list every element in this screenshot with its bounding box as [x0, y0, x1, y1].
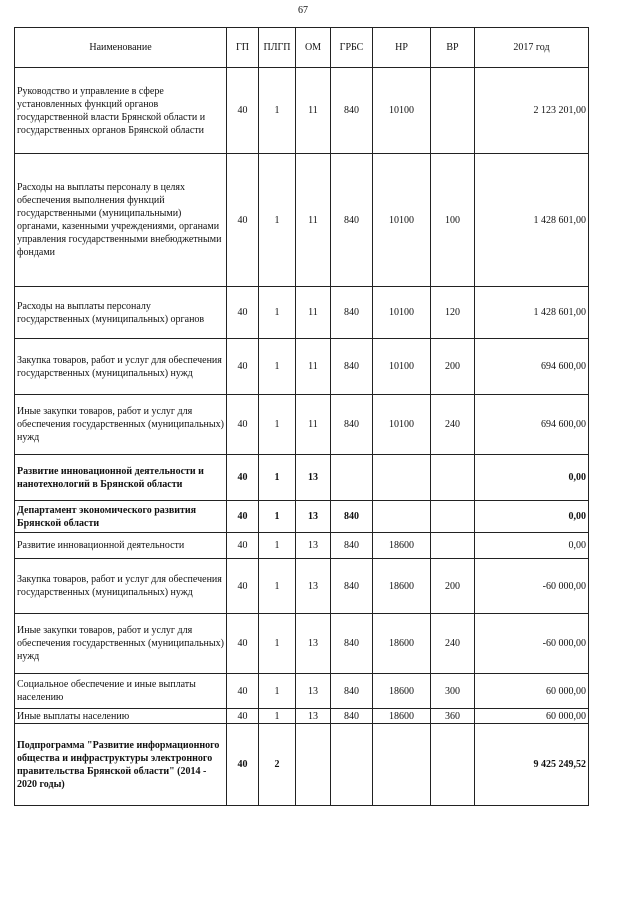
cell-pgp: 1 — [259, 674, 296, 709]
cell-om: 11 — [296, 287, 331, 339]
cell-nr — [373, 724, 431, 806]
cell-gp: 40 — [227, 709, 259, 724]
row-name: Руководство и управление в сфере установленных функций органов государственной власти Брянской области и государственных органов Брянской области — [15, 68, 227, 154]
cell-pgp: 1 — [259, 339, 296, 395]
table-row — [15, 339, 589, 395]
cell-amount: 0,00 — [475, 455, 589, 501]
table-row — [15, 287, 589, 339]
cell-grbs: 840 — [331, 154, 373, 287]
cell-om: 13 — [296, 614, 331, 674]
cell-vr: 200 — [431, 339, 475, 395]
cell-grbs: 840 — [331, 287, 373, 339]
cell-grbs: 840 — [331, 339, 373, 395]
cell-grbs: 840 — [331, 533, 373, 559]
cell-nr: 10100 — [373, 154, 431, 287]
row-name: Социальное обеспечение и иные выплаты населению — [15, 674, 227, 709]
table-row — [15, 68, 589, 154]
cell-nr: 10100 — [373, 339, 431, 395]
cell-pgp: 1 — [259, 559, 296, 614]
table-row — [15, 674, 589, 709]
cell-pgp: 1 — [259, 614, 296, 674]
cell-om: 13 — [296, 501, 331, 533]
cell-amount: 0,00 — [475, 533, 589, 559]
row-name: Иные закупки товаров, работ и услуг для обеспечения государственных (муниципальных) нужд — [15, 614, 227, 674]
cell-om: 11 — [296, 154, 331, 287]
cell-gp: 40 — [227, 533, 259, 559]
cell-pgp: 1 — [259, 154, 296, 287]
cell-nr: 18600 — [373, 614, 431, 674]
cell-pgp: 1 — [259, 68, 296, 154]
cell-vr: 240 — [431, 395, 475, 455]
cell-grbs: 840 — [331, 674, 373, 709]
table-row — [15, 395, 589, 455]
cell-nr: 18600 — [373, 533, 431, 559]
table-row — [15, 533, 589, 559]
cell-gp: 40 — [227, 68, 259, 154]
table-row — [15, 154, 589, 287]
cell-vr: 240 — [431, 614, 475, 674]
column-header: 2017 год — [475, 28, 589, 68]
cell-nr: 18600 — [373, 674, 431, 709]
cell-amount: 60 000,00 — [475, 674, 589, 709]
cell-nr: 18600 — [373, 559, 431, 614]
cell-nr: 10100 — [373, 287, 431, 339]
cell-vr — [431, 455, 475, 501]
table-row — [15, 614, 589, 674]
column-header: ВР — [431, 28, 475, 68]
table-header-row — [15, 28, 589, 68]
cell-amount: 0,00 — [475, 501, 589, 533]
cell-om — [296, 724, 331, 806]
column-header: ГРБС — [331, 28, 373, 68]
column-header: НР — [373, 28, 431, 68]
cell-vr: 200 — [431, 559, 475, 614]
cell-gp: 40 — [227, 724, 259, 806]
cell-om: 13 — [296, 709, 331, 724]
cell-vr — [431, 533, 475, 559]
cell-gp: 40 — [227, 395, 259, 455]
row-name: Департамент экономического развития Брянской области — [15, 501, 227, 533]
cell-om: 11 — [296, 395, 331, 455]
cell-gp: 40 — [227, 154, 259, 287]
cell-nr: 10100 — [373, 68, 431, 154]
row-name: Иные выплаты населению — [15, 709, 227, 724]
cell-nr — [373, 455, 431, 501]
cell-gp: 40 — [227, 614, 259, 674]
cell-gp: 40 — [227, 339, 259, 395]
column-header: ГП — [227, 28, 259, 68]
cell-vr: 100 — [431, 154, 475, 287]
cell-pgp: 1 — [259, 709, 296, 724]
cell-gp: 40 — [227, 674, 259, 709]
cell-om: 11 — [296, 339, 331, 395]
column-header: Наименование — [15, 28, 227, 68]
cell-amount: 2 123 201,00 — [475, 68, 589, 154]
cell-vr: 300 — [431, 674, 475, 709]
cell-amount: -60 000,00 — [475, 614, 589, 674]
cell-gp: 40 — [227, 559, 259, 614]
cell-om: 13 — [296, 533, 331, 559]
cell-grbs: 840 — [331, 68, 373, 154]
row-name: Иные закупки товаров, работ и услуг для обеспечения государственных (муниципальных) нужд — [15, 395, 227, 455]
cell-vr: 120 — [431, 287, 475, 339]
cell-grbs: 840 — [331, 614, 373, 674]
cell-amount: -60 000,00 — [475, 559, 589, 614]
cell-pgp: 1 — [259, 455, 296, 501]
cell-pgp: 1 — [259, 287, 296, 339]
cell-grbs — [331, 455, 373, 501]
page-number: 67 — [298, 5, 308, 16]
table-row — [15, 724, 589, 806]
cell-vr: 360 — [431, 709, 475, 724]
cell-grbs: 840 — [331, 559, 373, 614]
table-row — [15, 559, 589, 614]
cell-gp: 40 — [227, 501, 259, 533]
row-name: Закупка товаров, работ и услуг для обеспечения государственных (муниципальных) нужд — [15, 559, 227, 614]
cell-vr — [431, 724, 475, 806]
row-name: Развитие инновационной деятельности — [15, 533, 227, 559]
table-row — [15, 709, 589, 724]
row-name: Закупка товаров, работ и услуг для обеспечения государственных (муниципальных) нужд — [15, 339, 227, 395]
cell-amount: 694 600,00 — [475, 395, 589, 455]
row-name: Развитие инновационной деятельности и нанотехнологий в Брянской области — [15, 455, 227, 501]
cell-gp: 40 — [227, 287, 259, 339]
cell-grbs: 840 — [331, 501, 373, 533]
cell-pgp: 2 — [259, 724, 296, 806]
cell-amount: 9 425 249,52 — [475, 724, 589, 806]
table-row — [15, 501, 589, 533]
cell-om: 11 — [296, 68, 331, 154]
table-row — [15, 455, 589, 501]
cell-om: 13 — [296, 455, 331, 501]
cell-vr — [431, 68, 475, 154]
cell-amount: 60 000,00 — [475, 709, 589, 724]
table-body — [15, 68, 589, 806]
cell-grbs: 840 — [331, 709, 373, 724]
cell-amount: 1 428 601,00 — [475, 287, 589, 339]
cell-om: 13 — [296, 674, 331, 709]
cell-gp: 40 — [227, 455, 259, 501]
cell-om: 13 — [296, 559, 331, 614]
cell-grbs — [331, 724, 373, 806]
cell-nr — [373, 501, 431, 533]
row-name: Подпрограмма "Развитие информационного общества и инфраструктуры электронного правительства Брянской области" (2014 - 2020 годы) — [15, 724, 227, 806]
column-header: ОМ — [296, 28, 331, 68]
cell-amount: 1 428 601,00 — [475, 154, 589, 287]
cell-nr: 18600 — [373, 709, 431, 724]
row-name: Расходы на выплаты персоналу государственных (муниципальных) органов — [15, 287, 227, 339]
cell-nr: 10100 — [373, 395, 431, 455]
column-header: ПЛГП — [259, 28, 296, 68]
cell-vr — [431, 501, 475, 533]
cell-pgp: 1 — [259, 533, 296, 559]
cell-amount: 694 600,00 — [475, 339, 589, 395]
cell-pgp: 1 — [259, 395, 296, 455]
cell-pgp: 1 — [259, 501, 296, 533]
cell-grbs: 840 — [331, 395, 373, 455]
budget-table — [14, 27, 589, 806]
row-name: Расходы на выплаты персоналу в целях обеспечения выполнения функций государственными (муниципальными) органами, казенными учреждениями, органами управления государственными внебюджетными фондами — [15, 154, 227, 287]
